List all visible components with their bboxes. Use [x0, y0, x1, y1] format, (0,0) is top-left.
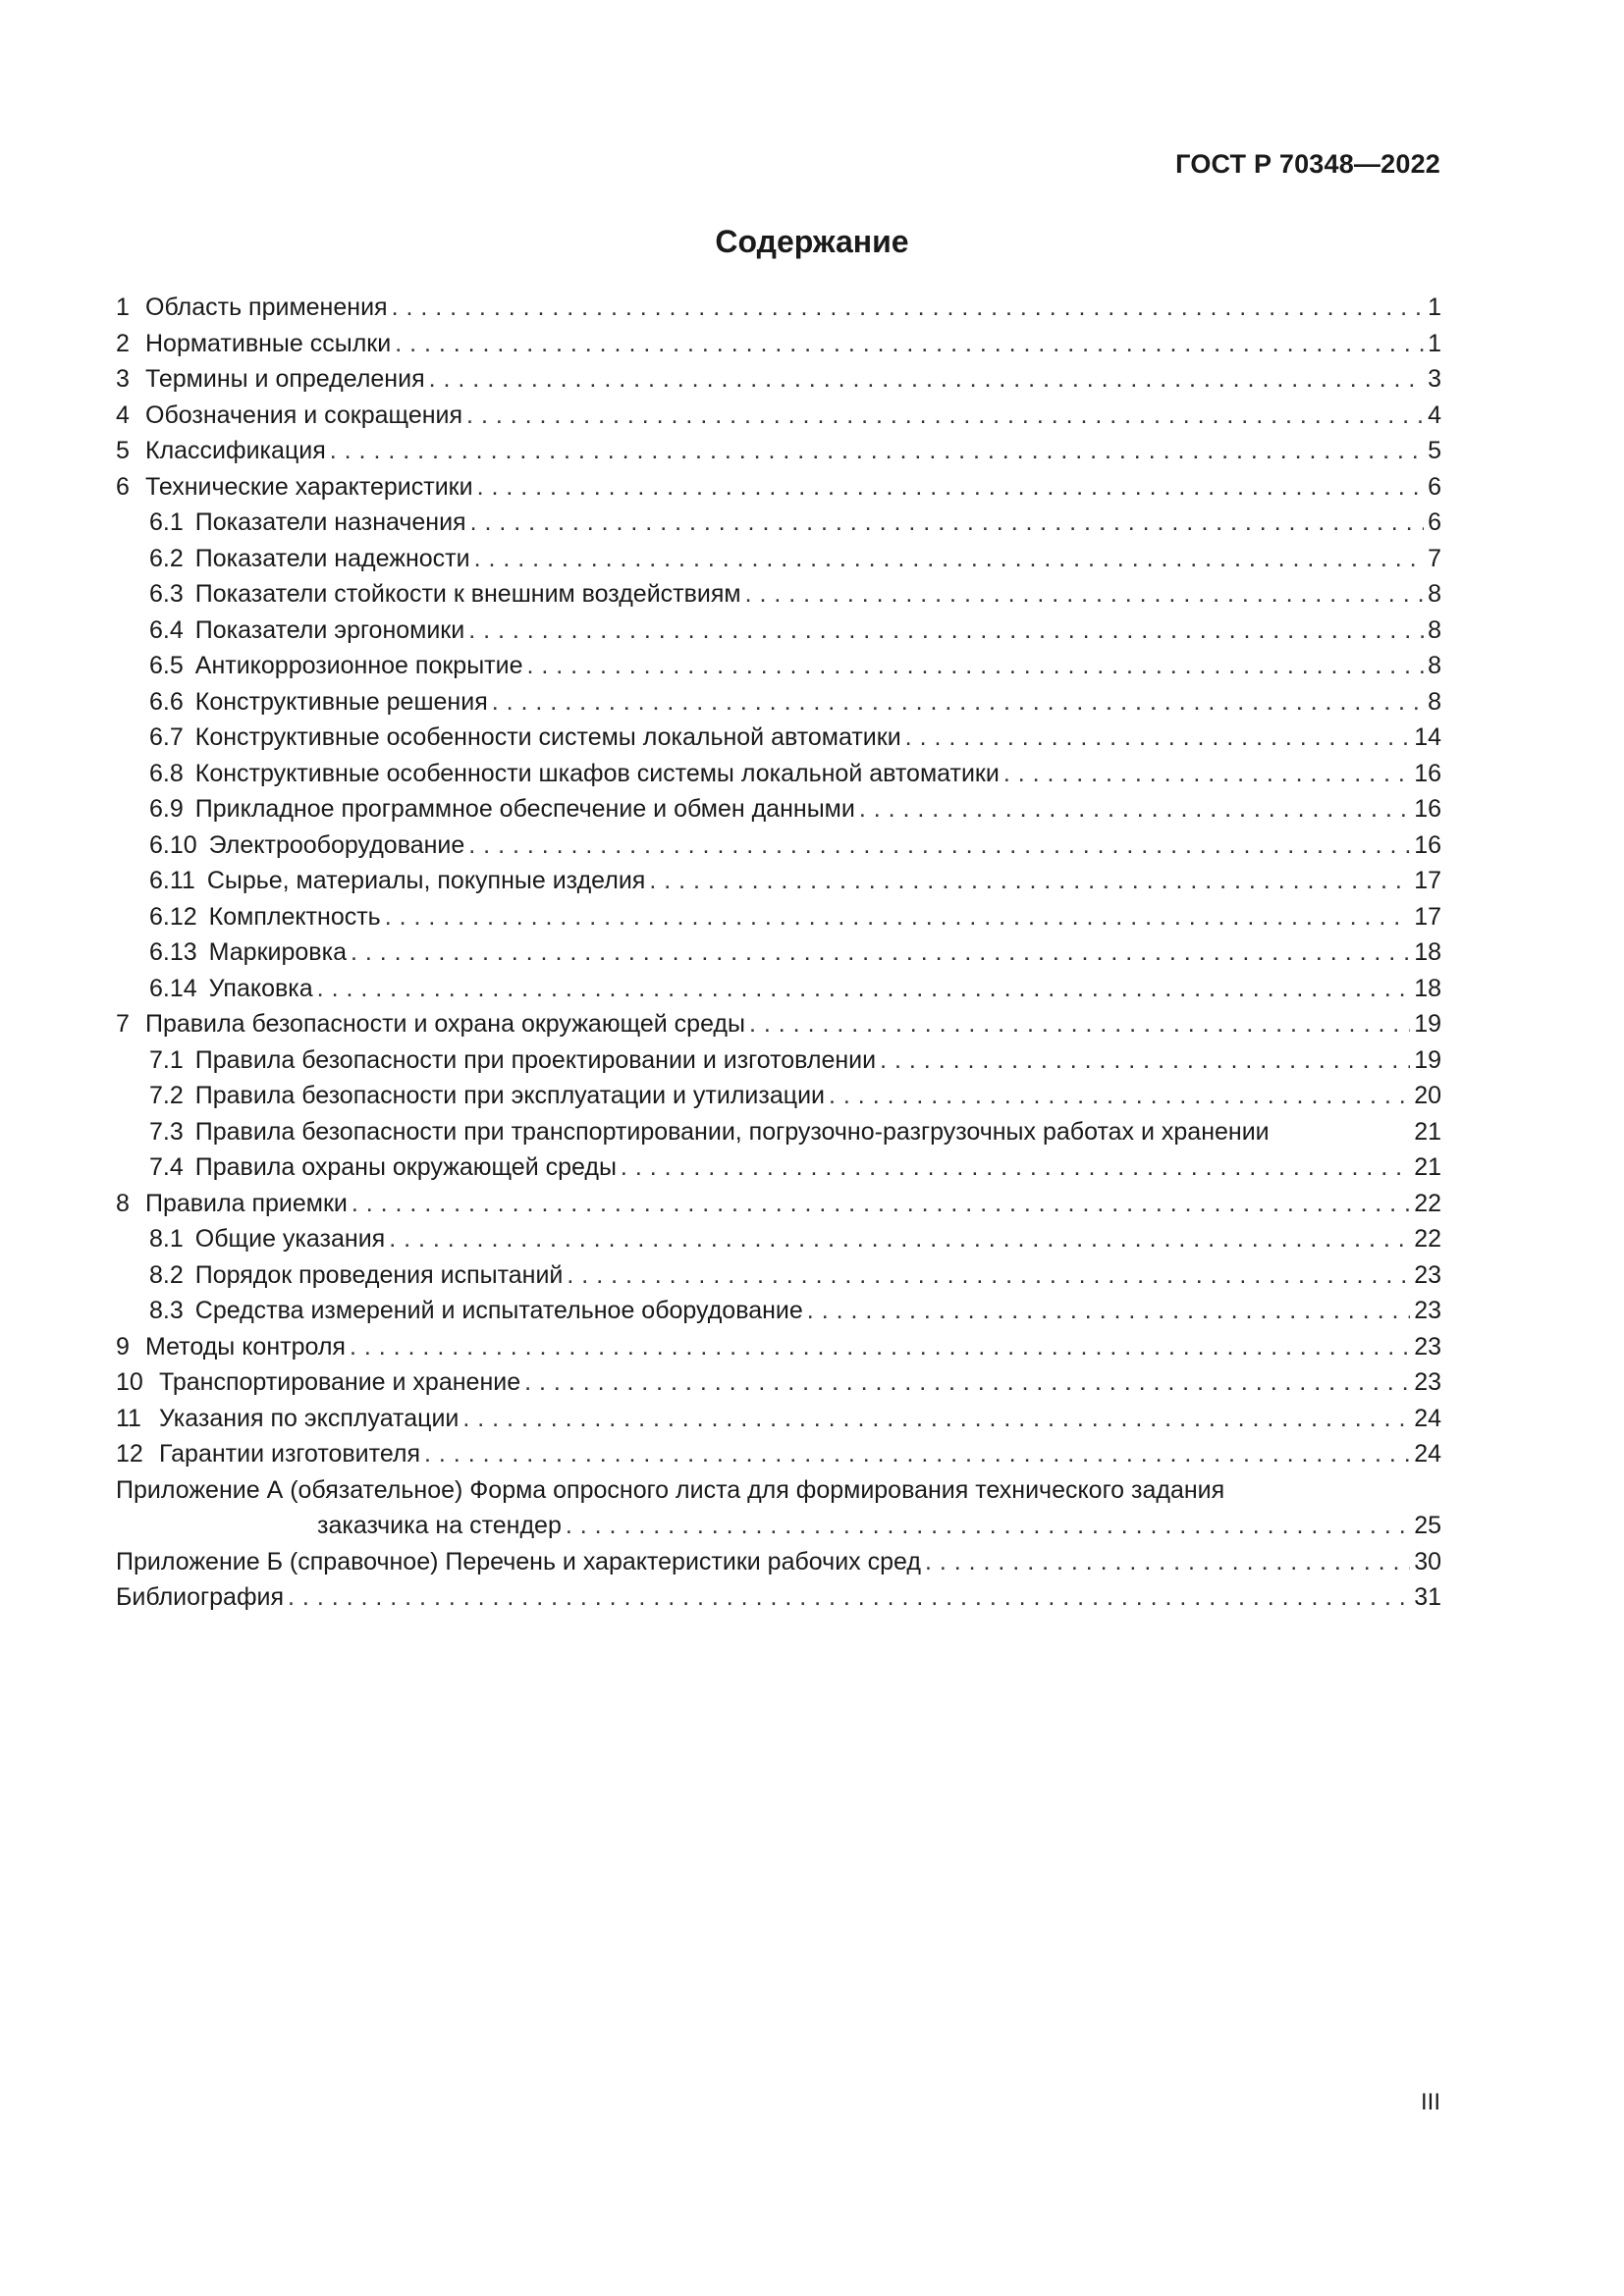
toc-entry-title: Правила охраны окружающей среды — [194, 1153, 617, 1181]
toc-entry-6-5[interactable] — [116, 648, 1441, 684]
toc-entry-title: Электрооборудование — [208, 830, 465, 859]
toc-entry-6-7[interactable] — [116, 720, 1441, 756]
toc-entry-title: Транспортирование и хранение — [159, 1368, 521, 1396]
dot-leader — [389, 1221, 1410, 1257]
dot-leader — [745, 576, 1425, 613]
toc-entry-title: Правила приемки — [145, 1189, 348, 1217]
toc-entry-number: 7.1 — [149, 1045, 184, 1074]
toc-entry-number: 11 — [116, 1404, 141, 1432]
toc-entry-title: Маркировка — [208, 938, 347, 966]
dot-leader — [470, 505, 1424, 541]
toc-entry-2[interactable] — [116, 326, 1441, 362]
toc-entry-page: 25 — [1414, 1512, 1441, 1539]
toc-entry-number: 6 — [116, 472, 130, 501]
toc-entry-title: Область применения — [145, 294, 388, 321]
toc-entry-title: Библиография — [116, 1583, 285, 1611]
toc-entry-title: Порядок проведения испытаний — [194, 1260, 564, 1289]
toc-entry-number: 6.12 — [149, 902, 197, 931]
toc-entry-6-11[interactable] — [116, 863, 1441, 899]
toc-entry-6-13[interactable] — [116, 934, 1441, 971]
toc-entry-page: 18 — [1414, 974, 1441, 1002]
dot-leader — [526, 648, 1424, 684]
toc-entry-number: 12 — [116, 1440, 143, 1468]
toc-entry-page: 18 — [1414, 938, 1441, 966]
toc-entry-7-2[interactable] — [116, 1078, 1441, 1114]
dot-leader — [524, 1364, 1410, 1401]
toc-entry-5[interactable] — [116, 433, 1441, 469]
toc-entry-8-1[interactable] — [116, 1221, 1441, 1257]
dot-leader — [567, 1257, 1410, 1294]
toc-entry-page: 19 — [1414, 1010, 1441, 1038]
toc-entry-title: Приложение Б (справочное) Перечень и характеристики рабочих сред — [116, 1547, 921, 1575]
toc-entry-page: 1 — [1428, 329, 1441, 357]
dot-leader — [566, 1508, 1410, 1544]
toc-entry-number: 1 — [116, 294, 130, 321]
toc-entry-number: 6.6 — [149, 687, 184, 716]
toc-entry-page: 16 — [1414, 759, 1441, 787]
toc-entry-page: 6 — [1428, 472, 1441, 501]
toc-entry-page: 8 — [1428, 580, 1441, 608]
page-number: III — [1420, 2089, 1440, 2115]
toc-entry-number: 6.2 — [149, 544, 184, 572]
toc-entry-number: 6.14 — [149, 974, 197, 1002]
toc-entry-page: 22 — [1414, 1189, 1441, 1217]
toc-entry-title: Правила безопасности при эксплуатации и утилизации — [194, 1082, 826, 1109]
toc-entry-page: 17 — [1414, 867, 1441, 894]
toc-appendix-b[interactable] — [116, 1544, 1441, 1580]
dot-leader — [468, 828, 1410, 864]
toc-entry-title: Средства измерений и испытательное оборудование — [194, 1297, 803, 1324]
toc-entry-page: 21 — [1414, 1153, 1441, 1181]
dot-leader — [1003, 756, 1410, 792]
toc-appendix-a-continuation[interactable] — [116, 1508, 1441, 1544]
dot-leader — [466, 398, 1424, 434]
toc-entry-6-8[interactable] — [116, 756, 1441, 792]
toc-entry-title: Правила безопасности при транспортировании, погрузочно-разгрузочных работах и хранении — [194, 1117, 1270, 1146]
toc-entry-number: 7 — [116, 1010, 130, 1038]
dot-leader — [621, 1149, 1410, 1186]
toc-entry-7[interactable] — [116, 1006, 1441, 1042]
toc-entry-title: Конструктивные решения — [194, 687, 488, 716]
dot-leader — [330, 433, 1424, 469]
dot-leader — [392, 290, 1425, 326]
toc-entry-title: Методы контроля — [145, 1332, 346, 1361]
toc-entry-page: 1 — [1428, 294, 1441, 321]
toc-entry-page: 24 — [1414, 1404, 1441, 1432]
toc-entry-title: Обозначения и сокращения — [145, 400, 463, 429]
toc-entry-number: 7.3 — [149, 1117, 184, 1146]
toc-entry-number: 7.4 — [149, 1153, 184, 1181]
toc-entry-title: Указания по эксплуатации — [159, 1404, 460, 1432]
toc-entry-title: Прикладное программное обеспечение и обмен данными — [194, 795, 855, 823]
toc-entry-6[interactable] — [116, 469, 1441, 506]
toc-entry-title: Показатели эргономики — [194, 615, 465, 644]
toc-entry-6-2[interactable] — [116, 541, 1441, 577]
dot-leader — [477, 469, 1425, 506]
toc-entry-number: 6.7 — [149, 723, 184, 751]
toc-entry-6-3[interactable] — [116, 576, 1441, 613]
toc-entry-page: 8 — [1428, 687, 1441, 716]
dot-leader — [492, 684, 1424, 721]
toc-title: Содержание — [715, 224, 909, 259]
dot-leader — [468, 613, 1424, 649]
toc-entry-number: 8.1 — [149, 1225, 184, 1253]
dot-leader — [649, 863, 1410, 899]
toc-entry-page: 20 — [1414, 1082, 1441, 1109]
toc-entry-title: Комплектность — [208, 902, 381, 931]
toc-entry-page: 17 — [1414, 902, 1441, 931]
dot-leader — [807, 1293, 1410, 1329]
toc-entry-number: 9 — [116, 1332, 130, 1361]
dot-leader — [462, 1401, 1410, 1437]
toc-entry-page: 16 — [1414, 830, 1441, 859]
toc-entry-page: 8 — [1428, 615, 1441, 644]
toc-entry-title: Термины и определения — [145, 365, 425, 393]
dot-leader — [395, 326, 1424, 362]
toc-entry-number: 5 — [116, 437, 130, 464]
dot-leader — [317, 971, 1411, 1007]
toc-entry-number: 8 — [116, 1189, 130, 1217]
toc-entry-title: Гарантии изготовителя — [159, 1440, 421, 1468]
dot-leader — [429, 361, 1424, 398]
toc-entry-title: Показатели назначения — [194, 508, 466, 536]
toc-entry-page: 21 — [1414, 1117, 1441, 1146]
toc-entry-4[interactable] — [116, 398, 1441, 434]
toc-entry-page: 23 — [1414, 1368, 1441, 1396]
toc-entry-number: 6.1 — [149, 508, 184, 536]
toc-entry-3[interactable] — [116, 361, 1441, 398]
toc-entry-number: 6.11 — [149, 867, 195, 894]
toc-entry-page: 3 — [1428, 365, 1441, 393]
toc-entry-number: 6.5 — [149, 652, 184, 679]
dot-leader — [829, 1078, 1410, 1114]
toc-entry-page: 6 — [1428, 508, 1441, 536]
toc-entry-8-2[interactable] — [116, 1257, 1441, 1294]
toc-entry-title: Правила безопасности при проектировании и изготовлении — [194, 1045, 877, 1074]
toc-entry-1[interactable] — [116, 290, 1441, 326]
toc-entry-10[interactable] — [116, 1364, 1441, 1401]
toc-entry-number: 2 — [116, 329, 130, 357]
toc-entry-number: 8.2 — [149, 1260, 184, 1289]
toc-entry-title: Конструктивные особенности шкафов системы локальной автоматики — [194, 759, 1000, 787]
toc-appendix-a[interactable] — [116, 1472, 1441, 1509]
toc-entry-title-continued: заказчика на стендер — [317, 1512, 562, 1539]
toc-entry-6-4[interactable] — [116, 613, 1441, 649]
toc-entry-page: 14 — [1414, 723, 1441, 751]
toc-entry-6-12[interactable] — [116, 899, 1441, 935]
toc-entry-page: 30 — [1414, 1547, 1441, 1575]
toc-bibliography[interactable] — [116, 1579, 1441, 1616]
toc-entry-number: 6.13 — [149, 938, 197, 966]
toc-entry-7-1[interactable] — [116, 1042, 1441, 1079]
toc-entry-page: 22 — [1414, 1225, 1441, 1253]
toc-entry-12[interactable] — [116, 1436, 1441, 1472]
dot-leader — [350, 1329, 1410, 1365]
toc-entry-title: Показатели стойкости к внешним воздействиям — [194, 580, 741, 608]
toc-entry-title: Приложение А (обязательное) Форма опросного листа для формирования технического задания — [116, 1475, 1225, 1504]
toc-entry-number: 6.9 — [149, 795, 184, 823]
toc-entry-6-10[interactable] — [116, 828, 1441, 864]
table-of-contents — [116, 290, 1441, 1616]
toc-entry-page: 23 — [1414, 1297, 1441, 1324]
toc-entry-title: Технические характеристики — [145, 472, 473, 501]
toc-entry-title: Сырье, материалы, покупные изделия — [206, 867, 646, 894]
dot-leader — [351, 934, 1410, 971]
toc-entry-page: 31 — [1414, 1583, 1441, 1611]
toc-entry-number: 10 — [116, 1368, 143, 1396]
toc-entry-title: Показатели надежности — [194, 544, 470, 572]
toc-entry-page: 23 — [1414, 1260, 1441, 1289]
toc-entry-page: 4 — [1428, 400, 1441, 429]
toc-entry-number: 4 — [116, 400, 130, 429]
toc-entry-6-14[interactable] — [116, 971, 1441, 1007]
toc-entry-title: Классификация — [145, 437, 326, 464]
dot-leader — [925, 1544, 1410, 1580]
dot-leader — [859, 791, 1410, 828]
toc-entry-page: 24 — [1414, 1440, 1441, 1468]
toc-entry-8-3[interactable] — [116, 1293, 1441, 1329]
toc-entry-7-3[interactable] — [116, 1114, 1441, 1150]
toc-entry-11[interactable] — [116, 1401, 1441, 1437]
document-code: ГОСТ Р 70348—2022 — [1175, 149, 1440, 179]
dot-leader — [385, 899, 1410, 935]
dot-leader — [905, 720, 1411, 756]
toc-entry-number: 8.3 — [149, 1297, 184, 1324]
toc-entry-page: 8 — [1428, 652, 1441, 679]
toc-entry-title: Общие указания — [194, 1225, 386, 1253]
toc-entry-number: 7.2 — [149, 1082, 184, 1109]
dot-leader — [424, 1436, 1410, 1472]
toc-entry-title: Конструктивные особенности системы локальной автоматики — [194, 723, 901, 751]
toc-entry-6-6[interactable] — [116, 684, 1441, 721]
dot-leader — [749, 1006, 1410, 1042]
toc-entry-number: 3 — [116, 365, 130, 393]
toc-entry-6-9[interactable] — [116, 791, 1441, 828]
toc-entry-page: 5 — [1428, 437, 1441, 464]
toc-entry-number: 6.10 — [149, 830, 197, 859]
toc-entry-title: Правила безопасности и охрана окружающей среды — [145, 1010, 745, 1038]
dot-leader — [288, 1579, 1410, 1616]
toc-entry-page: 23 — [1414, 1332, 1441, 1361]
toc-entry-number: 6.8 — [149, 759, 184, 787]
toc-entry-page: 19 — [1414, 1045, 1441, 1074]
toc-entry-number: 6.4 — [149, 615, 184, 644]
toc-entry-page: 16 — [1414, 795, 1441, 823]
toc-entry-title: Упаковка — [208, 974, 313, 1002]
dot-leader — [880, 1042, 1410, 1079]
dot-leader — [474, 541, 1425, 577]
toc-entry-8[interactable] — [116, 1186, 1441, 1222]
toc-entry-number: 6.3 — [149, 580, 184, 608]
toc-entry-title: Антикоррозионное покрытие — [194, 652, 523, 679]
toc-entry-page: 7 — [1428, 544, 1441, 572]
toc-entry-7-4[interactable] — [116, 1149, 1441, 1186]
dot-leader — [352, 1186, 1410, 1222]
toc-entry-title: Нормативные ссылки — [145, 329, 392, 357]
toc-entry-6-1[interactable] — [116, 505, 1441, 541]
toc-entry-9[interactable] — [116, 1329, 1441, 1365]
